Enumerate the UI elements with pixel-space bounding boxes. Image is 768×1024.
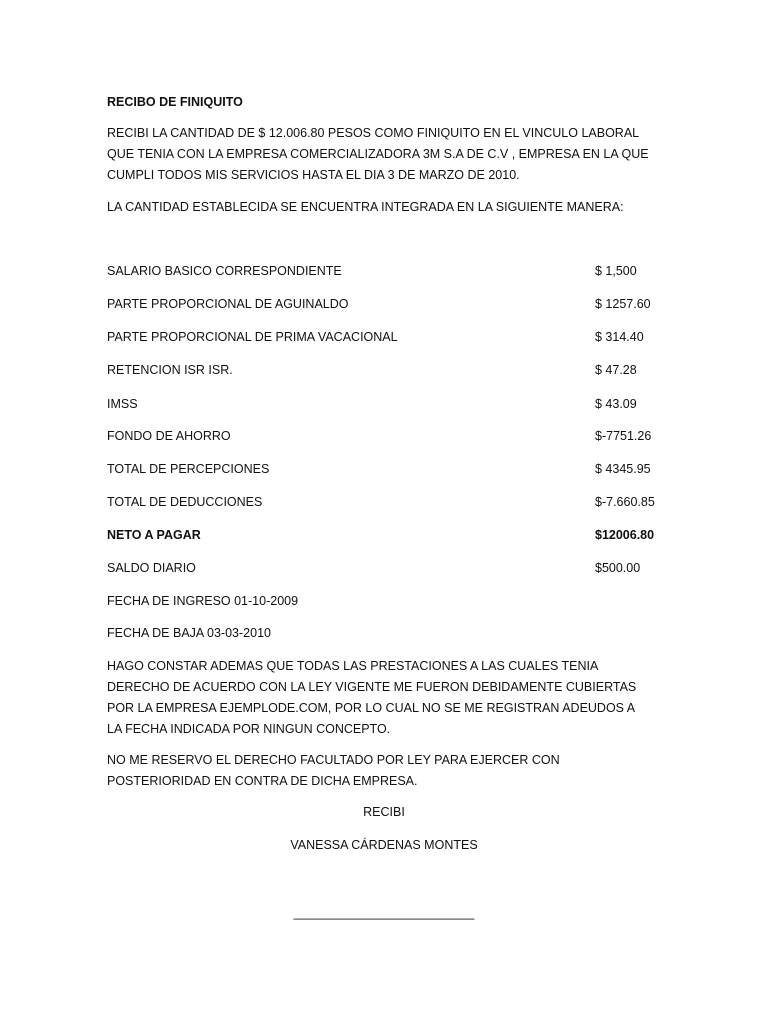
line-item <box>107 426 667 447</box>
line-item-label: IMSS <box>107 397 138 411</box>
line-item-label: PARTE PROPORCIONAL DE AGUINALDO <box>107 297 349 311</box>
termination-date: FECHA DE BAJA 03-03-2010 <box>107 626 271 640</box>
line-item-amount: $-7.660.85 <box>595 495 655 509</box>
line-item <box>107 261 667 282</box>
line-item-amount: $500.00 <box>595 561 641 575</box>
line-item-amount: $ 43.09 <box>595 397 637 411</box>
line-item <box>107 558 667 579</box>
line-item-label: NETO A PAGAR <box>107 528 201 542</box>
integration-paragraph: LA CANTIDAD ESTABLECIDA SE ENCUENTRA INTEGRADA EN LA SIGUIENTE MANERA: <box>107 200 624 214</box>
line-item-amount: $ 4345.95 <box>595 462 651 476</box>
document-title: RECIBO DE FINIQUITO <box>107 95 243 109</box>
line-item-amount: $ 314.40 <box>595 330 644 344</box>
net-pay-row <box>107 525 667 546</box>
line-item-label: PARTE PROPORCIONAL DE PRIMA VACACIONAL <box>107 330 398 344</box>
signer-name: VANESSA CÁRDENAS MONTES <box>290 838 478 852</box>
line-item-label: TOTAL DE PERCEPCIONES <box>107 462 270 476</box>
line-item <box>107 327 667 348</box>
signature-line: __________________________ <box>293 906 475 920</box>
line-item-label: SALARIO BASICO CORRESPONDIENTE <box>107 264 342 278</box>
line-item <box>107 360 667 381</box>
waiver-paragraph: NO ME RESERVO EL DERECHO FACULTADO POR LEY PARA EJERCER CON POSTERIORIDAD EN CONTRA DE DICHA EMPRESA. <box>107 753 560 788</box>
line-item-amount: $-7751.26 <box>595 429 652 443</box>
line-item <box>107 492 667 513</box>
line-item-amount: $12006.80 <box>595 528 655 542</box>
line-item-label: SALDO DIARIO <box>107 561 196 575</box>
line-item-amount: $ 1257.60 <box>595 297 651 311</box>
statement-paragraph: HAGO CONSTAR ADEMAS QUE TODAS LAS PRESTACIONES A LAS CUALES TENIA DERECHO DE ACUERDO CON LA LEY VIGENTE ME FUERON DEBIDAMENTE CUBIERTAS POR LA EMPRESA EJEMPLODE.COM, POR LO CUAL NO SE ME REGISTRAN ADEUDOS A LA FECHA INDICADA POR NINGUN CONCEPTO. <box>107 659 637 736</box>
intro-paragraph: RECIBI LA CANTIDAD DE $ 12.006.80 PESOS COMO FINIQUITO EN EL VINCULO LABORAL QUE TENIA CON LA EMPRESA COMERCIALIZADORA 3M S.A DE C.V , EMPRESA EN LA QUE CUMPLI TODOS MIS SERVICIOS HASTA EL DIA 3 DE MARZO DE 2010. <box>107 126 649 182</box>
line-item-amount: $ 1,500 <box>595 264 637 278</box>
line-item-label: TOTAL DE DEDUCCIONES <box>107 495 263 509</box>
line-item-label: RETENCION ISR ISR. <box>107 363 233 377</box>
received-label: RECIBI <box>363 805 405 819</box>
line-item <box>107 294 667 315</box>
line-item-amount: $ 47.28 <box>595 363 637 377</box>
line-item <box>107 394 667 415</box>
hire-date: FECHA DE INGRESO 01-10-2009 <box>107 594 299 608</box>
line-item <box>107 459 667 480</box>
line-item-label: FONDO DE AHORRO <box>107 429 231 443</box>
